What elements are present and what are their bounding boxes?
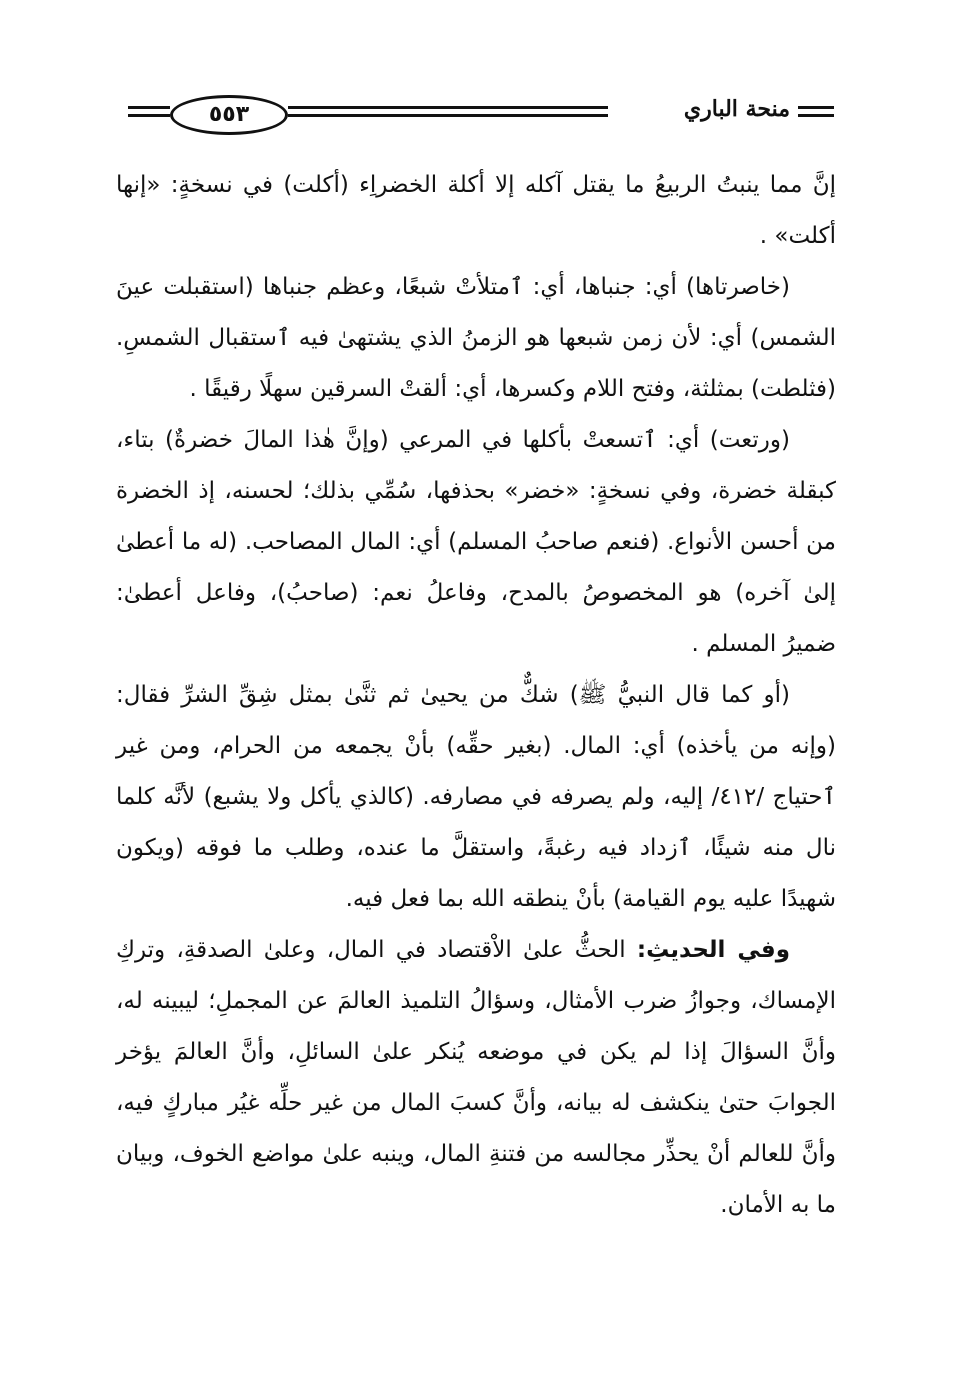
header-rule-right-outer [798,106,834,109]
paragraph [116,925,836,1231]
header-rule-middle-outer [288,106,608,109]
page-header [128,94,834,134]
paragraph-lead: وفي الحديثِ: [636,937,791,963]
header-rule-right-inner [798,114,834,117]
header-rule-middle-inner [288,114,608,117]
paragraph: إنَّ مما ينبتُ الربيعُ ما يقتل آكله إلا أكلة الخضراِء (أكلت) في نسخةٍ: «إنها أكلت» . [116,172,836,249]
header-rule-left-outer [128,106,170,109]
commentary-text [116,160,836,1231]
paragraph: (خاصرتاها) أي: جنباها، أي: ٱمتلأتْ شبعًا، وعظم جنباها (استقبلت عينَ الشمس) أي: لأن زمن شبعها هو الزمنُ الذي يشتهىٰ فيه ٱستقبال الشمسِ. (فثلطت) بمثلثة، وفتح اللام وكسرها، أي: ألقتْ السرقين سهلًا رقيقًا . [116,274,836,402]
header-rule-left-inner [128,114,170,117]
paragraph: (ورتعت) أي: ٱتسعتْ بأكلها في المرعي (وإنَّ هٰذا المالَ خضرةٌ) بتاء، كبقلة خضرة، وفي نسخةٍ: «خضر» بحذفها، سُمِّي بذلك؛ لحسنه، إذ الخضرة من أحسن الأنواع. (فنعم صاحبُ المسلم) أي: المال المصاحب. (له ما أعطىٰ إلىٰ آخره) هو المخصوصُ بالمدح، وفاعلُ نعم: (صاحبُ)، وفاعل أعطىٰ: ضميرُ المسلم . [116,427,836,657]
book-title: منحة الباري [683,96,790,122]
page-number: ٥٥٣ [170,95,288,135]
paragraph-body: الحثُّ علىٰ الاْقتصاد في المال، وعلىٰ الصدقةِ، وتركِ الإمساك، وجوازُ ضرب الأمثال، وسؤالُ التلميذ العالمَ عن المجملِ؛ ليبينه له، وأنَّ السؤالَ إذا لم يكن في موضعه يُنكر علىٰ السائلِ، وأنَّ العالمَ يؤخر الجوابَ حتىٰ ينكشف له بيانه، وأنَّ كسبَ المال من غير حلِّه غيُر مباركٍ فيه، وأنَّ للعالم أنْ يحذِّر مجالسه من فتنةِ المال، وينبه علىٰ مواضع الخوف، وبيان ما به الأمان. [116,937,836,1218]
paragraph: (أو كما قال النبيُّ ﷺ) شكٌّ من يحيىٰ ثم ثنَّىٰ بمثل شِقِّ الشرِّ فقال: (وإنه من يأخذه) أي: المال. (بغير حقِّه) بأنْ يجمعه من الحرام، ومن غير ٱحتياج /٤١٢/ إليه، ولم يصرفه في مصارفه. (كالذي يأكل ولا يشبع) لأنَّه كلما نال منه شيئًا، ٱزداد فيه رغبةً، واستقلَّ ما عنده، وطلب ما فوقه (ويكون شهيدًا عليه يوم القيامة) بأنْ ينطقه الله بما فعل فيه. [116,682,836,912]
